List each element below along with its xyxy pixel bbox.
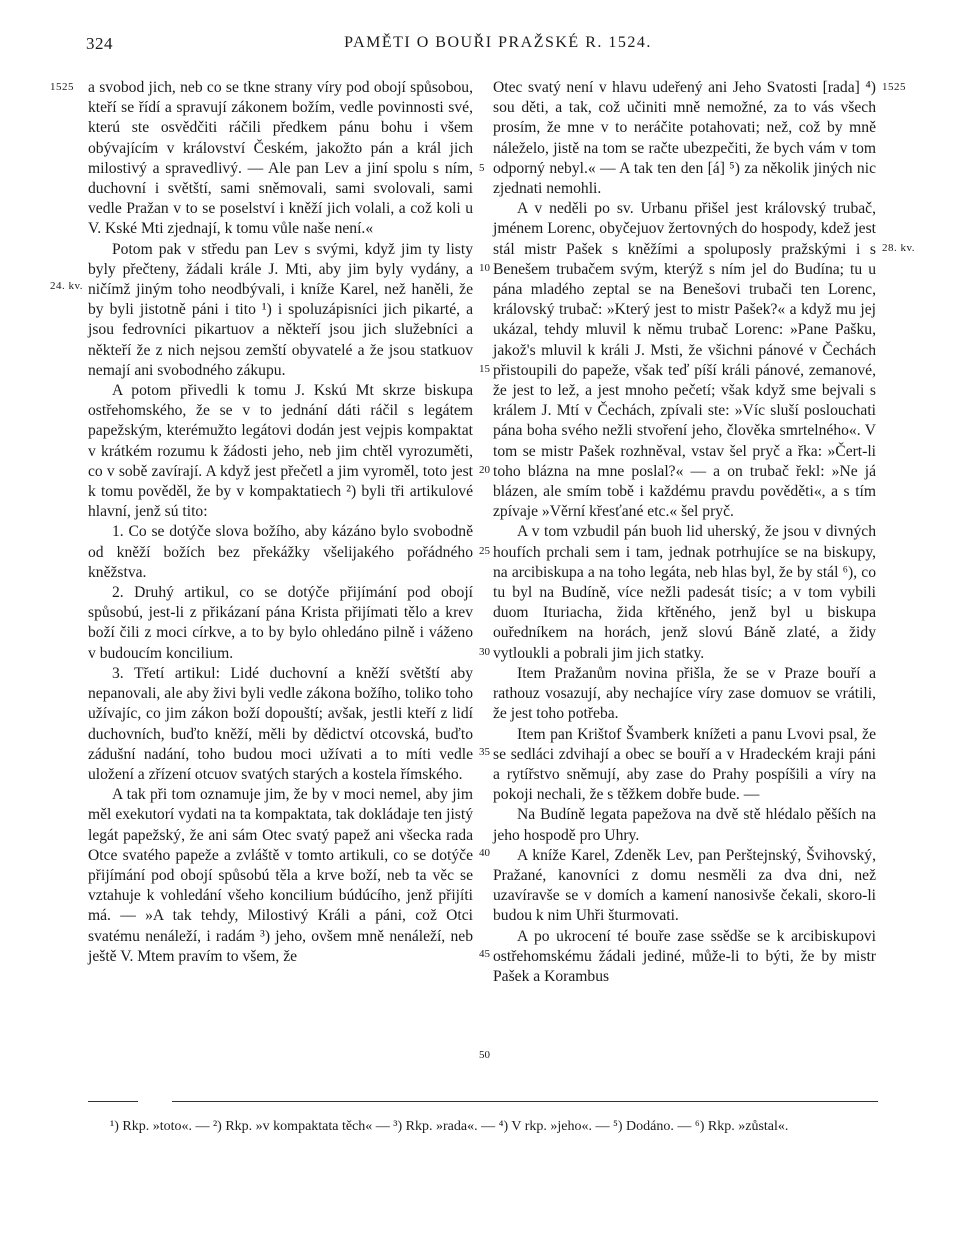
footnote-divider-long — [172, 1101, 878, 1102]
line-number: 50 — [479, 1049, 490, 1061]
paragraph: A tak při tom oznamuje jim, že by v moci nemel, aby jim měl exekutorí vydati na ta kompaktata, tak dokládaje ten jistý legát papežský, že ani sám Otec svatý papež ani všecka rada Otce svatého papeže a zvláště v tomto artikuli, co se dotýče přijímání pod obojí spůsobú těla a krve boží, neb ta věc se vztahuje k vohledání všeho koncilium búdúcího, jenž přijíti má. — »A tak tehdy, Milostivý Králi a páni, což Otci svatému nenáleží, i radám ³) jeho, ovšem mně nenáleží, neb ještě V. Mtem pravím to všem, že — [88, 786, 473, 965]
line-number: 45 — [479, 948, 490, 960]
paragraph: A potom přivedli k tomu J. Kskú Mt skrze biskupa ostřehomského, že se v to jednání dáti ráčil s legátem papežským, kterémužto legátovi dodán jest vejpis kompaktat v krátkém rozumu k žádosti jeho, neb jim chtěl vyrozuměti, co v sobě zavírají. A když jest přečetl a jim vyroměl, toto jest k tomu pověděl, že by v kompaktatiech ²) byli tři artikulové hlavní, jenž sú tito: — [88, 382, 473, 521]
paragraph: A v neděli po sv. Urbanu přišel jest královský trubač, jménem Lorenc, obyčejuov žertovných do hospody, kdež jest stál mistr Pašek s kněžími a spoluposly pražskými i s Benešem trubačem svým, kterýž s ním jel do Budína; tu u pána mladého zeptal se na Benešovi trubači ten Lorenc, královský trubač: »Který jest to mistr Pašek?« a když mu jej ukázal, tehdy mluvil k němu trubač Lorenc: »Pane Pašku, jakož's mluvil k králi J. Msti, že všichni pánové v Čechách přistoupili do papeže, však teď píší králi pánové, zemanové, že jest to lež, a jest mnoho pečetí; však když sme bejvali s králem J. Mtí v Čechách, zpívali ste: »Víc sluší poslouchati pána boha svého nežli stvoření jeho, člověka smrtelného«. V tom se mistr Pašek rozhněval, vstav šel pryč a řka: »Čert-li toho blázna na mne poslal?« — a on trubač řekl: »Ne já blázen, ale smím tobě i každému pravdu pověděti«, a s tím zpívaje »Věrní křesťané etc.« šel pryč. — [493, 200, 876, 521]
paragraph: 3. Třetí artikul: Lidé duchovní a kněží světští aby nepanovali, ale aby živi byli vedle zákona božího, toliko toho užívajíc, co jim zákon boží dopouští; avšak, jestli kteří z lidí duchovních, buďto kněží, měli by dědictví otcovská, buďto zádušní nadání, toho budou moci užívati a to míti vedle uložení a zřízení otcuov svatých starých a kostela římského. — [88, 664, 473, 783]
paragraph: Potom pak v středu pan Lev s svými, když jim ty listy byly přečteny, žádali krále J. Mti, aby jim byly vydány, a ničímž jiným toho neodbývali, i kníže Karel, než haněli, že by byli jistotně páni i tito ¹) i spoluzápisníci jich pikarté, a jsou fedrovníci pikartuov a někteří jsou jich služebníci a někteří že z nich nejsou zemští obyvatelé a že jsou statkuov nemají ani svobodného zákupu. — [88, 240, 473, 379]
line-number: 15 — [479, 363, 490, 375]
line-number: 20 — [479, 464, 490, 476]
left-column — [88, 78, 473, 967]
line-number: 30 — [479, 646, 490, 658]
right-column — [493, 78, 876, 987]
line-number: 35 — [479, 746, 490, 758]
paragraph: Item Pražanům novina přišla, že se v Praze bouří a rathouz vosazují, aby nechajíce víry zase domuov se vrátili, že jest toho potřeba. — [493, 664, 876, 723]
running-title: PAMĚTI O BOUŘI PRAŽSKÉ R. 1524. — [344, 34, 652, 51]
paragraph: 1. Co se dotýče slova božího, aby kázáno bylo svobodně od kněží božích bez překážky všelijakého pořádného kněžstva. — [88, 523, 473, 581]
paragraph: 2. Druhý artikul, co se dotýče přijímání pod obojí spůsobú, jest-li z přikázaní pána Krista přijímati tělo a krev boží čili z moci církve, a to by bylo ohledáno pilně i váženo v budoucím koncilium. — [88, 584, 473, 662]
margin-year-left: 1525 — [50, 81, 74, 93]
paragraph: a svobod jich, neb co se tkne strany víry pod obojí spůsobou, kteří se řídí a spravují zákonem božím, vedle povinnosti své, kterú ste osvědčiti ráčili předkem pánu bohu i všem obývajícím v království Českém, jakožto pán a král jich milostivý a spravedlivý. — Ale pan Lev a jiní spolu s ním, duchovní i světští, sami sněmovali, sami svolovali, sami vedle Pražan v to se poselství i kněží jich volali, a což koli u V. Kské Mti zjednají, k tomu vůle naše není.« — [88, 79, 473, 238]
paragraph: A kníže Karel, Zdeněk Lev, pan Perštejnský, Švihovský, Pražané, kanovníci z domu nesměli za dva dni, než uzavíravše se v domích a kamení nanosivše čekali, skoro-li budou k nim Uhři šturmovati. — [493, 846, 876, 925]
paragraph: A po ukrocení té bouře zase ssědše se k arcibiskupovi ostřehomskému žádali jediné, může-li to býti, že by mistr Pašek a Korambus — [493, 927, 876, 985]
margin-year-right: 1525 — [882, 81, 906, 93]
margin-date-left: 24. kv. — [50, 280, 84, 292]
page-header — [0, 34, 960, 58]
footnote-text: ¹) Rkp. »toto«. — ²) Rkp. »v kompaktata těch« — ³) Rkp. »rada«. — ⁴) V rkp. »jeho«. — ⁵) Dodáno. — ⁶) Rkp. »zůstal«. — [110, 1119, 789, 1134]
line-number: 10 — [479, 262, 490, 274]
line-number: 5 — [479, 162, 485, 174]
line-number: 25 — [479, 545, 490, 557]
footnotes — [110, 1116, 880, 1137]
paragraph: A v tom vzbudil pán buoh lid uherský, že jsou v divných houfích prchali sem i tam, jednak potrhujíce se na biskupy, na arcibiskupa a na toho legáta, neb hlas byl, že by stál ⁶), co tu byl na Budíně, více nežli padesát tisíc; a v tom vybili duom Ituriacha, žida křtěného, jenž byl u biskupa ouředníkem na horách, jenž slovú Báně zlaté, a židy vytloukli a pobrali jim jich statky. — [493, 523, 876, 662]
page-number: 324 — [86, 34, 113, 53]
paragraph: Item pan Krištof Švamberk knížeti a panu Lvovi psal, že se sedláci zdvihají a obec se bouří a v Hradeckém kraji páni a rytířstvo sněmují, aby zase do Prahy pospíšili a víry na pokoji nechali, že s těžkem dobře bude. — — [493, 725, 876, 804]
margin-date-right: 28. kv. — [882, 242, 916, 254]
footnote-divider-short — [88, 1101, 138, 1102]
paragraph: Otec svatý není v hlavu udeřený ani Jeho Svatosti [rada] ⁴) sou děti, a tak, což učiniti mně nemožné, za to vás všech prosím, že mne v to neráčite potahovati; než, což by mně náleželo, jistě na tom se račte ubezpečiti, že bych vám v tom odporný nebyl.« — A tak ten den [á] ⁵) za několik jiných nic zjednati nemohli. — [493, 79, 876, 198]
line-number: 40 — [479, 847, 490, 859]
paragraph: Na Budíně legata papežova na dvě stě hlédalo pěších na jeho hospodě pro Uhry. — [493, 806, 876, 844]
